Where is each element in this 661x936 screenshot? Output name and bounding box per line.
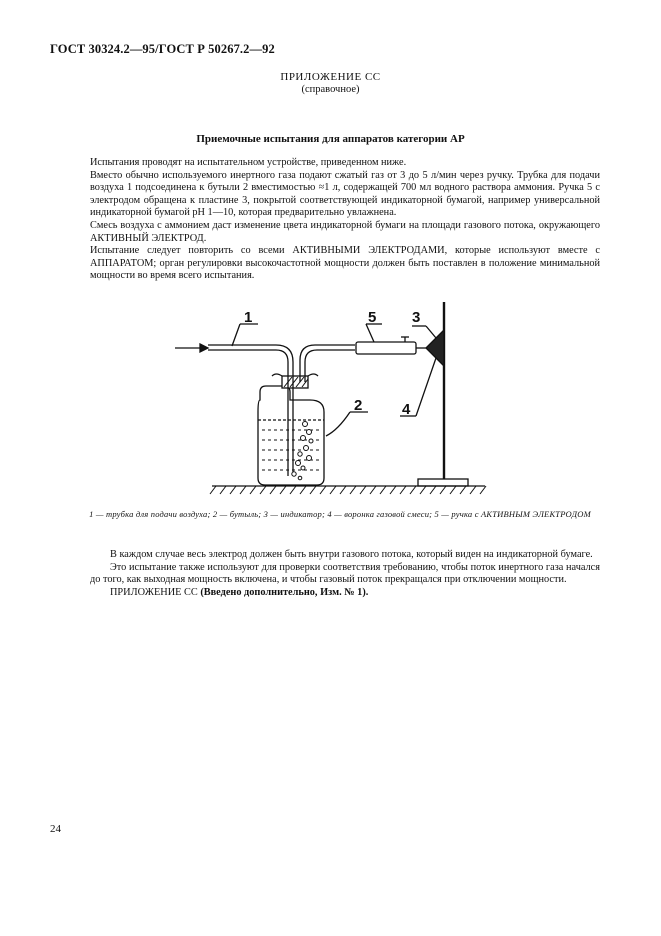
annex-subtitle: (справочное) — [301, 84, 360, 95]
inlet-tube — [208, 350, 288, 476]
bottle-stopper — [282, 376, 308, 388]
inlet-tube-inner — [208, 345, 293, 476]
section-title: Приемочные испытания для аппаратов категории АР — [196, 133, 465, 145]
leader-1 — [232, 324, 240, 346]
paragraph-1: Испытания проводят на испытательном устройстве, приведенном ниже. — [90, 157, 407, 168]
figure-label-3: 3 — [412, 309, 421, 326]
figure-label-2: 2 — [354, 397, 363, 414]
liquid-dashes — [262, 430, 320, 470]
document-code-header: ГОСТ 30324.2—95/ГОСТ Р 50267.2—92 — [50, 42, 275, 56]
leader-5 — [366, 324, 374, 342]
annex-title: ПРИЛОЖЕНИЕ СС — [280, 71, 381, 83]
page-number: 24 — [50, 823, 61, 835]
ground-hatching — [210, 486, 486, 494]
flow-arrow-head — [200, 344, 208, 352]
figure-caption: 1 — трубка для подачи воздуха; 2 — бутыль; 3 — индикатор; 4 — воронка газовой смеси; 5 — ручка с АКТИВНЫМ ЭЛЕКТРОДОМ — [89, 509, 591, 519]
body-text-after-figure — [90, 549, 600, 599]
leader-4 — [416, 358, 436, 416]
test-apparatus-figure — [160, 300, 490, 500]
outlet-tube-inner — [305, 350, 355, 382]
figure-label-1: 1 — [244, 309, 253, 326]
bottle — [258, 386, 324, 485]
neck-right — [308, 374, 318, 376]
figure-label-5: 5 — [368, 309, 377, 326]
annex-reference: ПРИЛОЖЕНИЕ СС — [110, 586, 198, 598]
stand-base — [418, 479, 468, 486]
paragraph-2: Вместо обычно используемого инертного газа подают сжатый газ от 3 до 5 л/мин через ручку. Трубка для подачи воздуха 1 подсоединена к бутыли 2 вместимостью ≈1 л, содержащей 700 мл водного раствора аммония. Ручка 5 с электродом обращена к пластине 3, покрытой соответствующей индикаторной бумагой, например универсальной индикаторной бумагой рН 1—10, которая предварительно увлажнена. — [90, 169, 600, 219]
paragraph-3: Смесь воздуха с аммонием даст изменение цвета индикаторной бумаги на площади газового потока, окружающего АКТИВНЫЙ ЭЛЕКТРОД. — [90, 219, 600, 244]
amendment-note: (Введено дополнительно, Изм. № 1). — [200, 586, 369, 598]
leader-3 — [426, 326, 436, 338]
paragraph-4: Испытание следует повторить со всеми АКТИВНЫМИ ЭЛЕКТРОДАМИ, которые используют вместе с АППАРАТОМ; орган регулировки высокочастотной мощности должен быть поставлен в положение минимальной мощности во время всего испытания. — [90, 245, 600, 282]
paragraph-7 — [90, 587, 600, 600]
electrode-handle — [356, 342, 416, 354]
body-text — [90, 157, 600, 283]
leader-2 — [326, 412, 350, 436]
figure-label-4: 4 — [402, 401, 411, 418]
paragraph-6: Это испытание также используют для проверки соответствия требованию, чтобы поток инертного газа начался до того, как выходная мощность включена, и чтобы газовый поток прекращался при отключении мощности. — [90, 561, 600, 586]
neck-left — [272, 374, 282, 376]
paragraph-5: В каждом случае весь электрод должен быть внутри газового потока, который виден на индикаторной бумаге. — [110, 549, 593, 560]
